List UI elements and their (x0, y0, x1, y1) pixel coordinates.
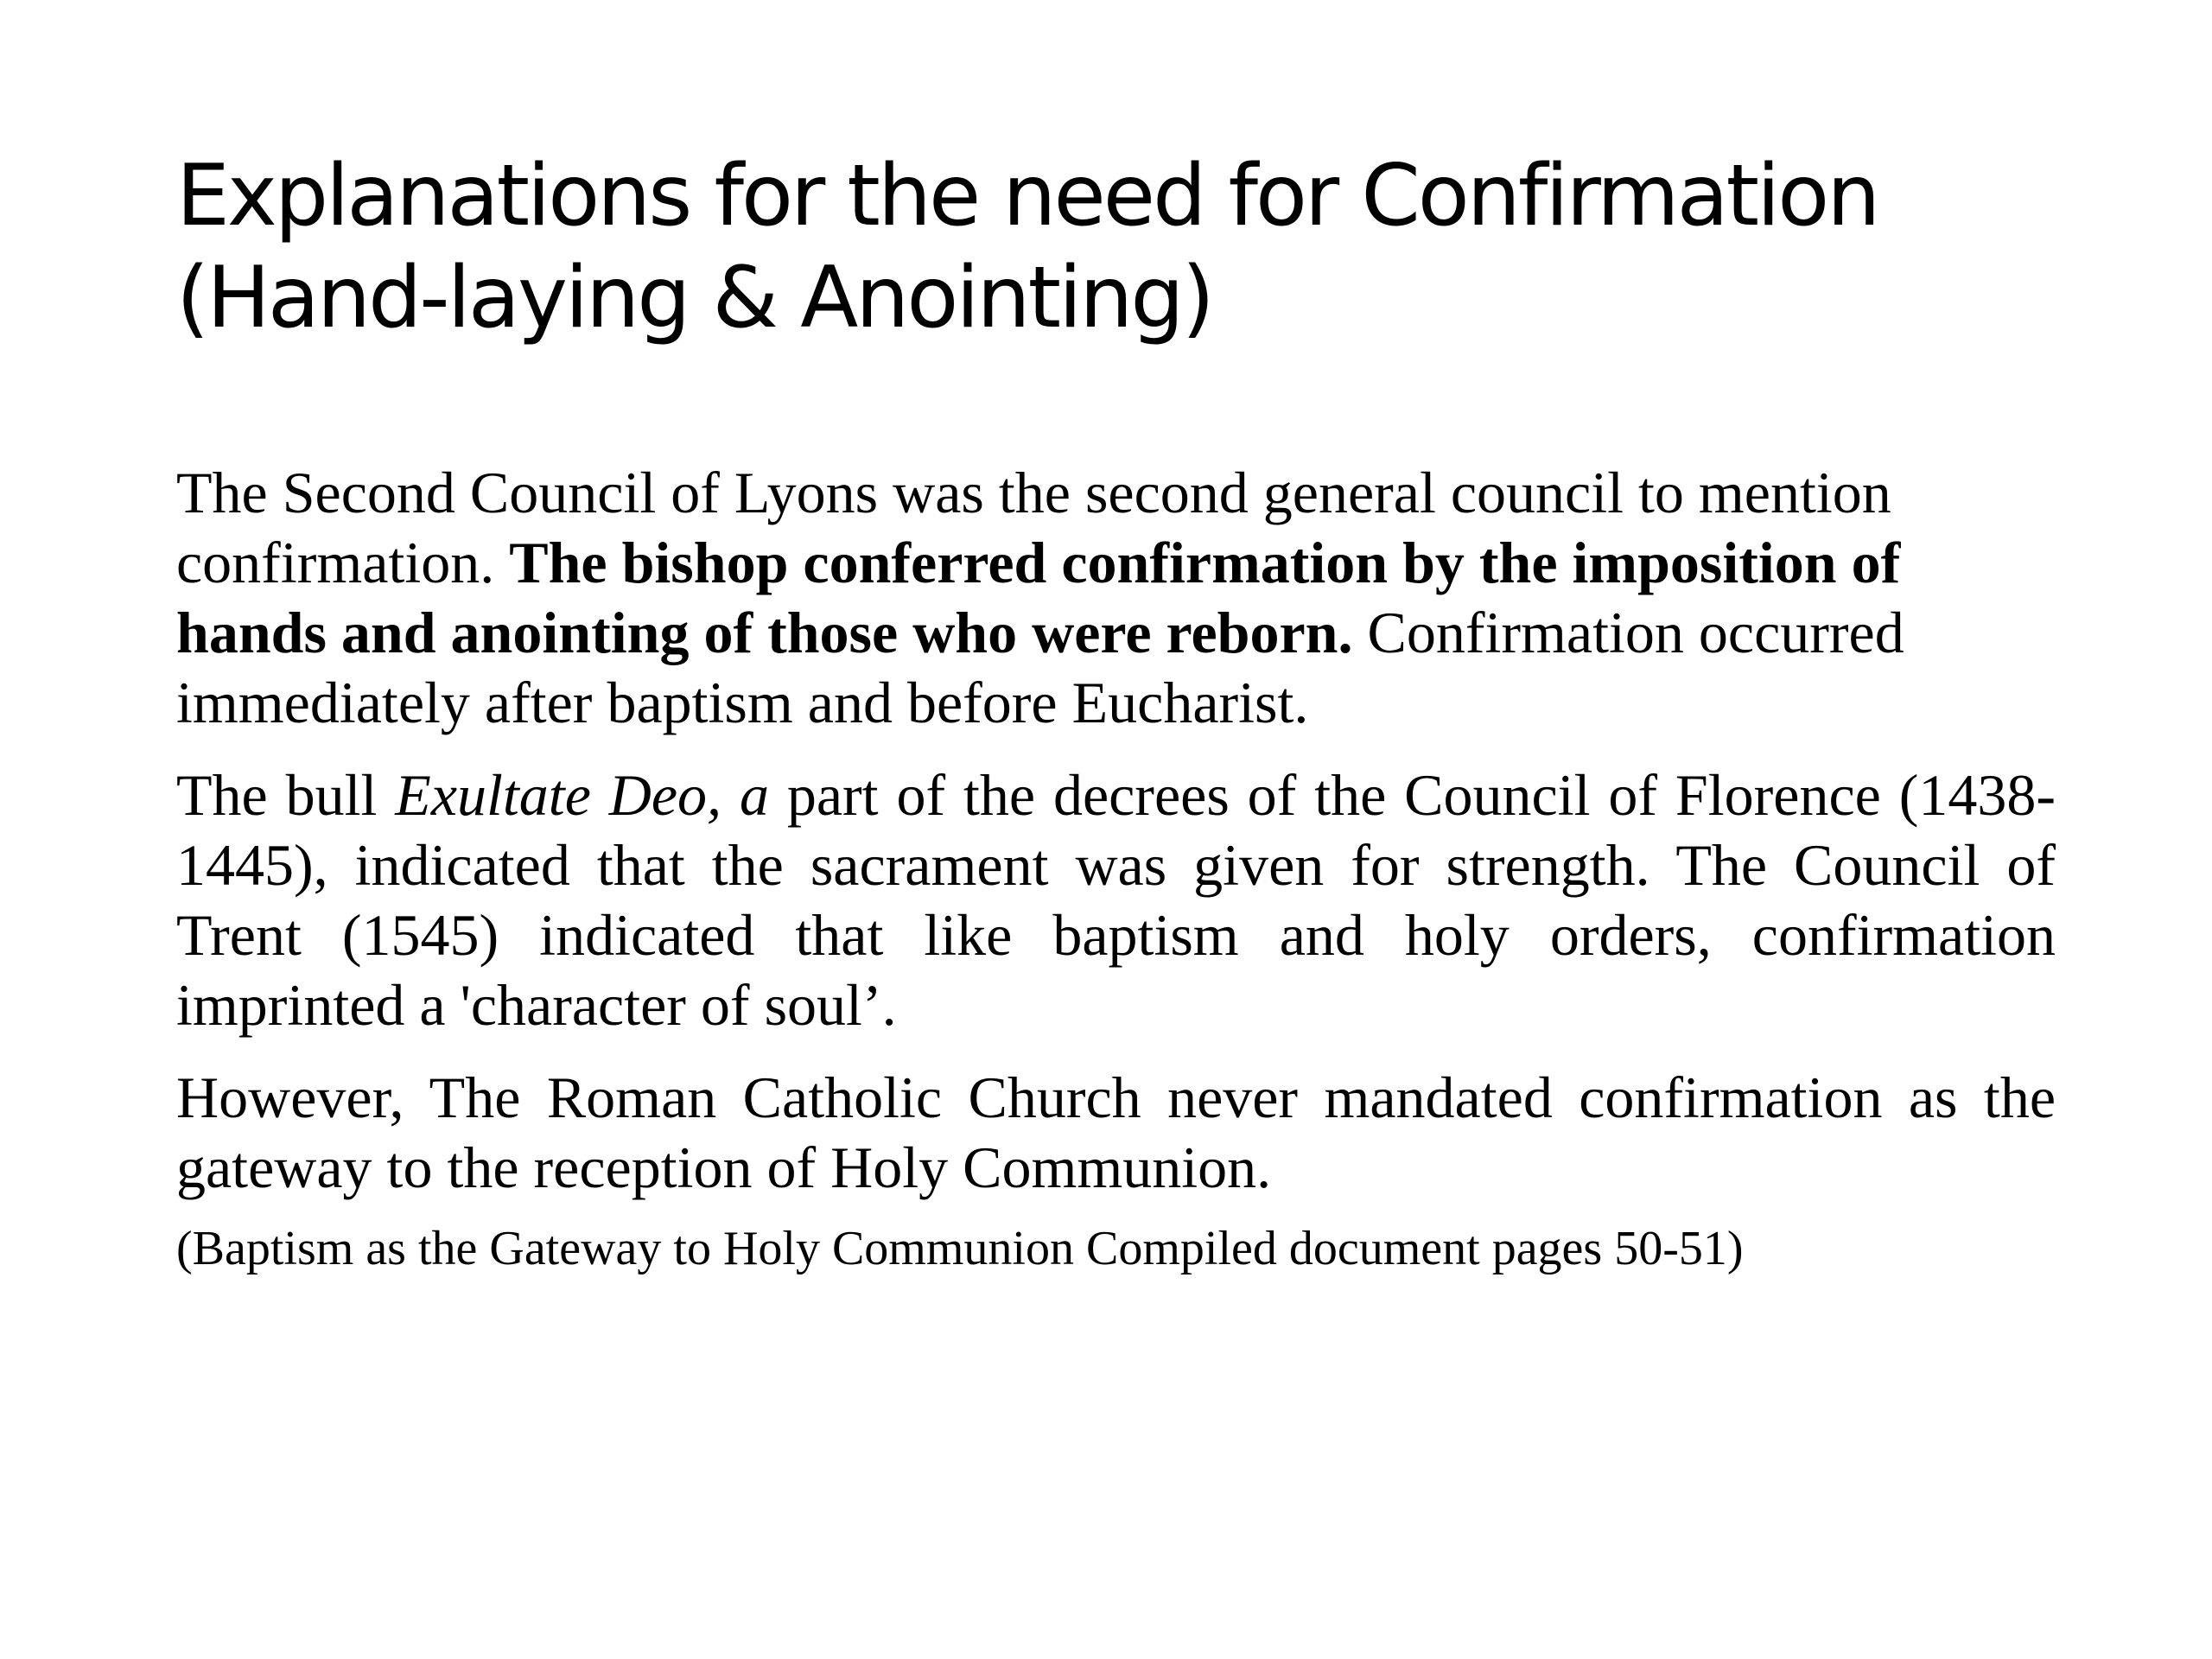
paragraph-lyons-text-start: The Second Council of Lyons was the second general council to mention confirmation. (176, 460, 1891, 595)
slide-title (176, 145, 2077, 349)
paragraph-lyons-text-end: Confirmation occurred immediately after baptism and before Eucharist. (176, 600, 1904, 735)
slide-title-line-1: Explanations for the need for Confirmation (176, 147, 1878, 245)
paragraph-lyons-bold-text: The bishop conferred confirmation by the imposition of hands and anointing of those who were reborn. (176, 530, 1901, 665)
paragraph-roman-catholic: However, The Roman Catholic Church never mandated confirmation as the gateway to the reception of Holy Communion. (176, 1065, 2056, 1200)
paragraph-florence-text-end: part of the decrees of the Council of Florence (1438-1445), indicated that the sacrament was given for strength. The Council of Trent (1545) indicated that like baptism and holy orders, confirmation imprinted a 'character of soul’. (176, 762, 2056, 1038)
paragraph-florence-trent (176, 760, 2056, 1040)
paragraph-lyons (176, 458, 2056, 738)
citation: (Baptism as the Gateway to Holy Communion Compiled document pages 50-51) (176, 1222, 1744, 1275)
slide-title-line-2: (Hand-laying & Anointing) (176, 249, 1212, 347)
paragraph-florence-text-start: The bull (176, 762, 396, 828)
paragraph-florence-italic-text: Exultate Deo, a (395, 762, 769, 828)
slide-body (176, 458, 2056, 1277)
